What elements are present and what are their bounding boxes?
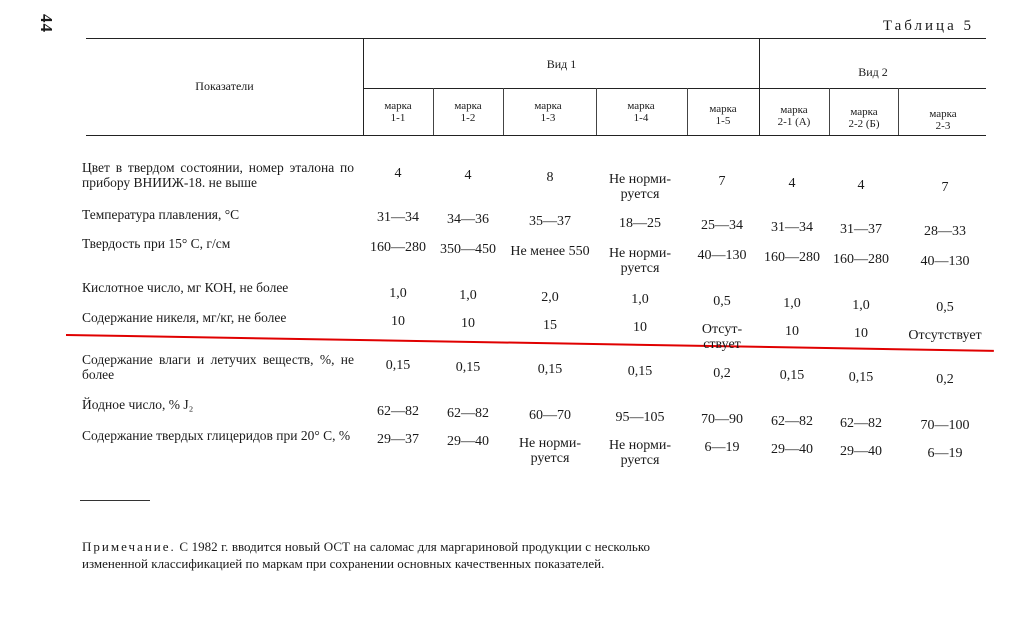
table-cell: 10 [633,320,647,335]
row-label-moisture: Содержание влаги и летучих веществ, %, не более [82,352,354,382]
table-cell: 0,5 [936,300,954,315]
table-cell: 10 [854,326,868,341]
table-cell: 4 [857,178,865,193]
table-cell: 62—82 [771,414,813,429]
footnote-rule [80,500,150,501]
table-cell: 0,5 [713,294,731,309]
table-cell: 31—34 [377,210,419,225]
header-col-divider [503,88,504,135]
table-cell: Отсут- ствует [701,322,743,352]
table-top-rule [86,38,986,39]
table-cell: 34—36 [447,212,489,227]
table-cell: 1,0 [852,298,870,313]
table-cell: 6—19 [927,446,963,461]
table-cell: 29—37 [377,432,419,447]
table-cell: 7 [941,180,949,195]
table-cell: 29—40 [447,434,489,449]
table-cell: 10 [785,324,799,339]
table-cell: 0,15 [385,358,411,373]
table-cell: 0,2 [936,372,954,387]
table-cell: 15 [543,318,557,333]
table-cell: 10 [461,316,475,331]
row-label-color: Цвет в твердом состоянии, номер эталона по прибору ВНИИЖ-18. не выше [82,160,354,190]
table-cell: 160—280 [833,252,889,267]
header-indicators: Показатели [195,79,254,93]
table-cell: 4 [788,176,796,191]
table-cell: 8 [546,170,554,185]
header-col-divider [596,88,597,135]
table-cell: 62—82 [447,406,489,421]
table-cell: 40—130 [697,248,747,263]
table-cell: 35—37 [529,214,571,229]
table-cell: 0,15 [537,362,563,377]
header-group-2: Вид 2 [858,65,888,79]
table-cell: 1,0 [389,286,407,301]
row-label-solid-glycerides: Содержание твердых глицеридов при 20° С, % [82,428,351,443]
table-cell: 28—33 [924,224,966,239]
table-cell: 29—40 [771,442,813,457]
table-cell: 7 [718,174,726,189]
table-cell: Отсутствует [908,328,982,343]
header-bottom-rule [86,135,986,136]
table-cell: 1,0 [459,288,477,303]
table-cell: 70—100 [920,418,970,433]
table-cell: 6—19 [704,440,740,455]
table-cell: Не норми- руется [608,172,672,202]
grade-header-1-1: марка 1-1 [384,100,412,124]
table-cell: Не менее 550 [510,244,590,259]
grade-header-1-2: марка 1-2 [454,100,482,124]
footnote-head: Примечание. [82,539,176,554]
grade-header-2-1: марка 2-1 (А) [777,104,811,128]
table-cell: 29—40 [840,444,882,459]
table-cell: 18—25 [619,216,661,231]
table-cell: Не норми- руется [608,438,672,468]
grade-header-1-3: марка 1-3 [534,100,562,124]
table-cell: 31—34 [771,220,813,235]
grade-header-2-2: марка 2-2 (Б) [848,106,880,130]
table-cell: 62—82 [840,416,882,431]
table-cell: 0,2 [713,366,731,381]
footnote-text: С 1982 г. вводится новый ОСТ на саломас для маргариновой продукции с несколько измененной классификацией по маркам при сохранении основных качественных показателей. [82,539,650,571]
row-label-acid-number: Кислотное число, мг КОН, не более [82,280,289,295]
table-cell: 70—90 [701,412,743,427]
table-cell: 2,0 [541,290,559,305]
grade-header-1-4: марка 1-4 [627,100,655,124]
table-cell: 0,15 [779,368,805,383]
header-group-1: Вид 1 [546,57,577,71]
table-cell: 1,0 [631,292,649,307]
table-cell: 62—82 [377,404,419,419]
table-cell: 0,15 [627,364,653,379]
page-number: 44 [37,14,56,33]
footnote [82,538,650,572]
table-cell: 0,15 [848,370,874,385]
row-label-hardness: Твердость при 15° С, г/см [82,236,231,251]
table-cell: 4 [394,166,402,181]
table-cell: Не норми- руется [518,436,582,466]
row-label-iodine: Йодное число, % J₂ [82,397,194,412]
table-cell: 25—34 [701,218,743,233]
table-cell: 95—105 [615,410,665,425]
row-label-nickel: Содержание никеля, мг/кг, не более [82,310,287,325]
table-cell: 31—37 [840,222,882,237]
row-label-melting-point: Температура плавления, °С [82,207,240,222]
table-cell: 0,15 [455,360,481,375]
grade-header-1-5: марка 1-5 [709,103,737,127]
table-caption: Таблица 5 [882,18,974,34]
table-cell: Не норми- руется [608,246,672,276]
group-rule [364,88,986,89]
table-cell: 4 [464,168,472,183]
table-cell: 160—280 [370,240,426,255]
table-cell: 10 [391,314,405,329]
table-cell: 1,0 [783,296,801,311]
table-cell: 40—130 [920,254,970,269]
grade-header-2-3: марка 2-3 [929,108,957,132]
table-cell: 60—70 [529,408,571,423]
table-cell: 160—280 [764,250,820,265]
table-cell: 350—450 [440,242,496,257]
